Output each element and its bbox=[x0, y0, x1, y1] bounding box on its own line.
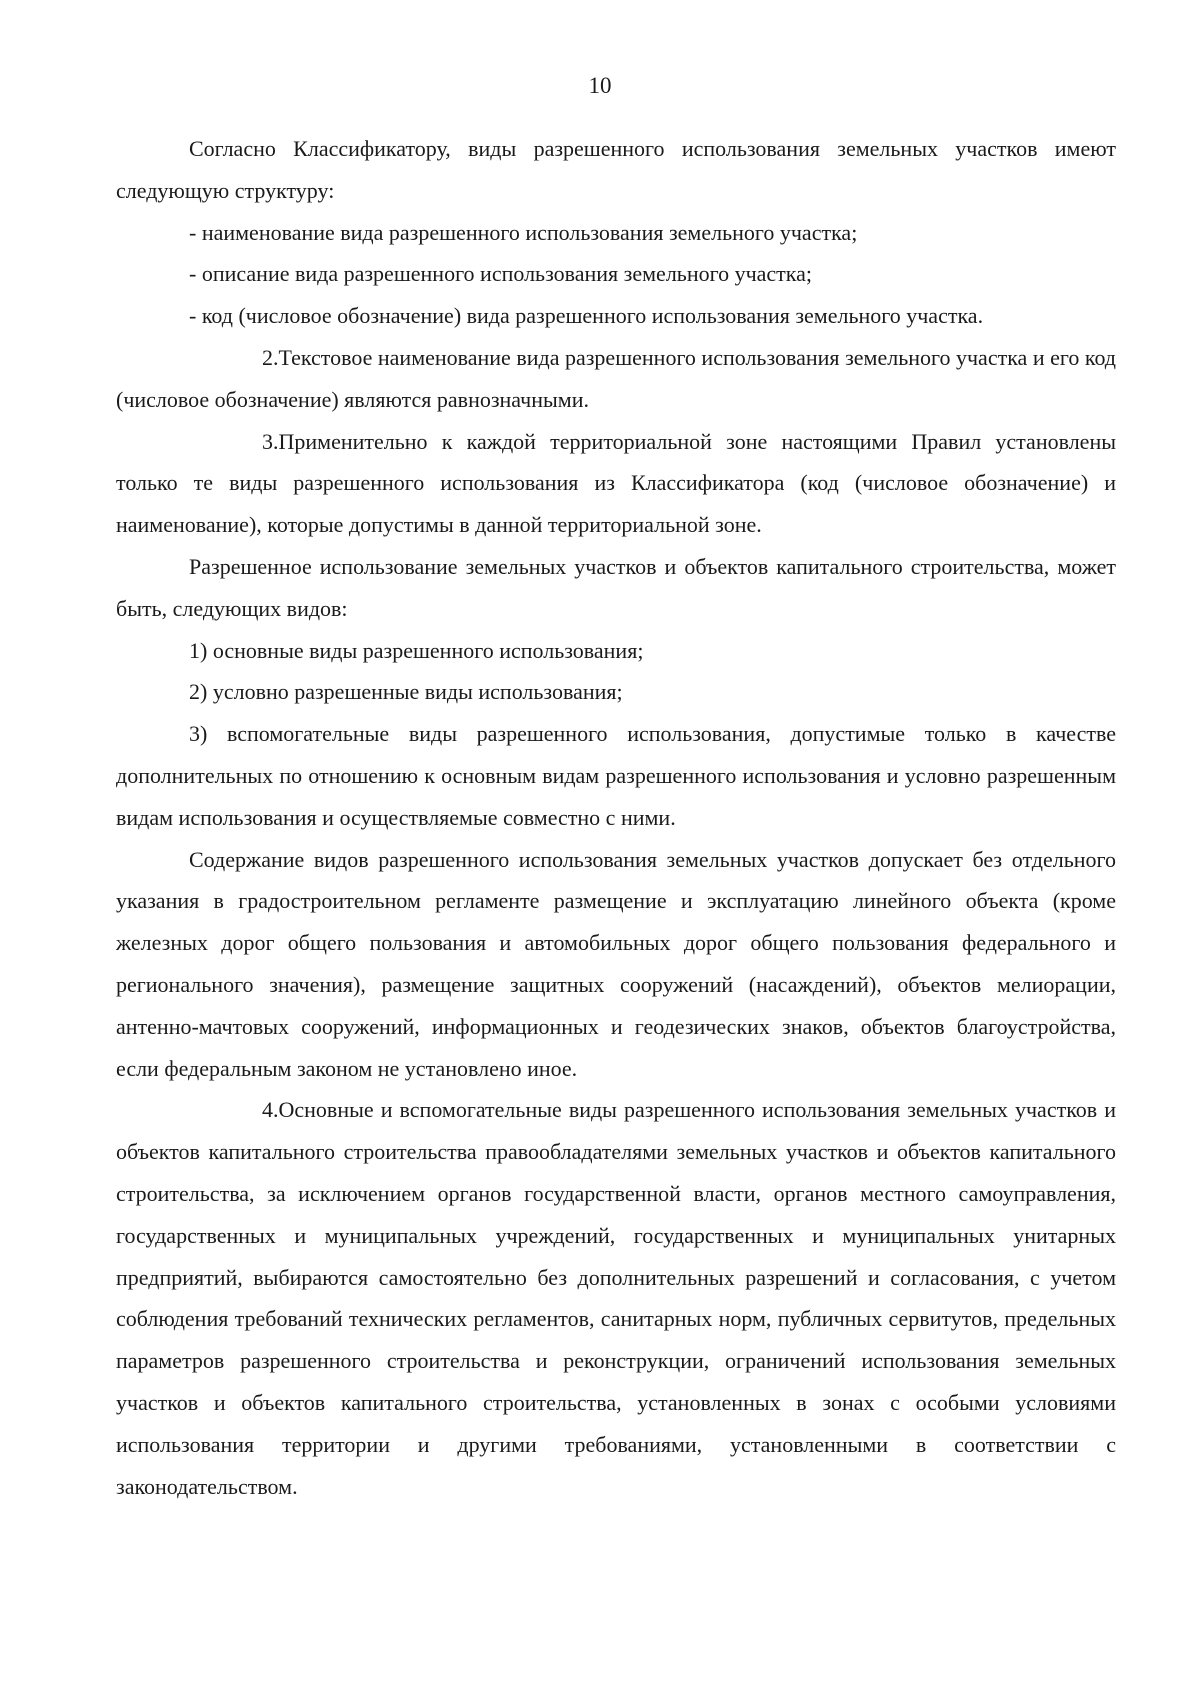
paragraph-text: Применительно к каждой территориальной зоне настоящими Правил установлены только те виды разрешенного использования из Классификатора (код (числовое обозначение) и наименование), которые допустимы в данной территориальной зоне. bbox=[116, 428, 1116, 538]
paragraph-number: 2. bbox=[262, 344, 279, 370]
list-item-code: - код (числовое обозначение) вида разрешенного использования земельного участка. bbox=[189, 303, 984, 329]
paragraph-classifier-structure: Согласно Классификатору, виды разрешенного использования земельных участков имеют следующую структуру: bbox=[116, 136, 1116, 203]
paragraph-permitted-use-types: Разрешенное использование земельных участков и объектов капитального строительства, может быть, следующих видов: bbox=[116, 553, 1116, 621]
paragraph-text: Основные и вспомогательные виды разрешенного использования земельных участков и объектов капитального строительства правообладателями земельных участков и объектов капитального строительства, за исключением органов государственной власти, органов местного самоуправления, государственных и муниципальных учреждений, государственных и муниципальных унитарных предприятий, выбираются самостоятельно без дополнительных разрешений и согласования, с учетом соблюдения требований технических регламентов, санитарных норм, публичных сервитутов, предельных параметров разрешенного строительства и реконструкции, ограничений использования земельных участков и объектов капитального строительства, установленных в зонах с особыми условиями использования территории и другими требованиями, установленными в соответствии с законодательством. bbox=[116, 1097, 1116, 1499]
list-item-description: - описание вида разрешенного использования земельного участка; bbox=[189, 261, 813, 287]
list-item-name: - наименование вида разрешенного использования земельного участка; bbox=[189, 219, 858, 245]
list-item-main-types: 1) основные виды разрешенного использования; bbox=[189, 637, 644, 663]
paragraph-text: Текстовое наименование вида разрешенного использования земельного участка и его код (числовое обозначение) являются равнозначными. bbox=[116, 344, 1116, 412]
paragraph-number: 3. bbox=[262, 428, 279, 454]
list-item-conditional-types: 2) условно разрешенные виды использования; bbox=[189, 679, 623, 705]
paragraph-content-of-types: Содержание видов разрешенного использования земельных участков допускает без отдельного указания в градостроительном регламенте размещение и эксплуатацию линейного объекта (кроме железных дорог общего пользования и автомобильных дорог общего пользования федерального и регионального значения), размещение защитных сооружений (насаждений), объектов мелиорации, антенно-мачтовых сооружений, информационных и геодезических знаков, объектов благоустройства, если федеральным законом не установлено иное. bbox=[116, 846, 1116, 1081]
document-body bbox=[116, 128, 1116, 1507]
paragraph-number: 4. bbox=[262, 1097, 279, 1123]
numbered-paragraph-3 bbox=[116, 421, 1116, 546]
list-item-auxiliary-types: 3) вспомогательные виды разрешенного использования, допустимые только в качестве дополнительных по отношению к основным видам разрешенного использования и условно разрешенным видам использования и осуществляемые совместно с ними. bbox=[116, 721, 1116, 830]
numbered-paragraph-4 bbox=[116, 1089, 1116, 1507]
page-number: 10 bbox=[588, 73, 612, 98]
numbered-paragraph-2 bbox=[116, 337, 1116, 421]
